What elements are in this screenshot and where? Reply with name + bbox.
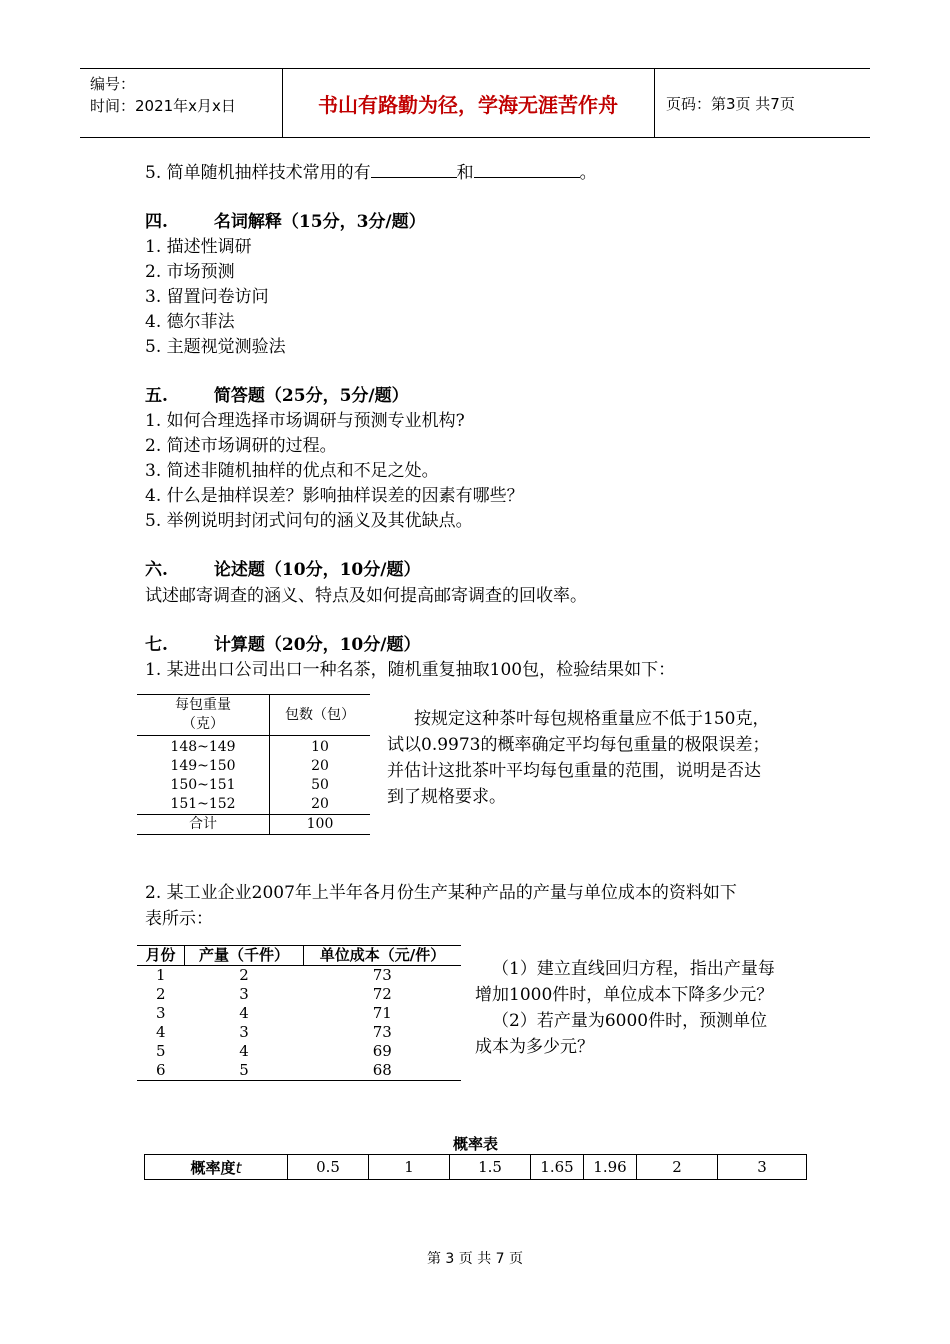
table-cell: 148~149 bbox=[137, 736, 270, 758]
table-cell: 1.5 bbox=[450, 1155, 531, 1180]
table-cell: 69 bbox=[372, 1042, 392, 1060]
calc2-paragraph bbox=[475, 956, 835, 1060]
short-answer-item: 1. 如何合理选择市场调研与预测专业机构? bbox=[145, 411, 465, 431]
table-header-cell: 包数（包） bbox=[285, 706, 355, 723]
table-header-cell bbox=[145, 1155, 288, 1180]
table-cell: 2 bbox=[239, 966, 249, 984]
header-text: 每包重量 bbox=[175, 697, 231, 713]
table-cell: 73 bbox=[372, 966, 392, 984]
paragraph-line: 表所示： bbox=[145, 909, 213, 929]
paragraph-line: 到了规格要求。 bbox=[387, 787, 506, 807]
table-row bbox=[137, 966, 461, 986]
table-cell: 5 bbox=[239, 1061, 249, 1079]
table-cell: 1 bbox=[369, 1155, 450, 1180]
table-cell: 1 bbox=[155, 966, 166, 984]
prob-table-title: 概率表 bbox=[452, 1135, 498, 1153]
table-cell: 151~152 bbox=[137, 795, 270, 815]
table-row bbox=[137, 776, 370, 795]
section-number: 四. bbox=[145, 212, 168, 232]
table-cell: 1.96 bbox=[584, 1155, 637, 1180]
table-cell: 3 bbox=[155, 1004, 166, 1022]
table-cell: 2 bbox=[637, 1155, 718, 1180]
table-cell: 2 bbox=[155, 985, 166, 1003]
calc1-paragraph bbox=[387, 706, 827, 810]
section-number: 七. bbox=[145, 635, 168, 655]
number-label: 编号： bbox=[90, 75, 136, 93]
section-7-heading bbox=[145, 633, 420, 658]
table-header-row bbox=[137, 695, 370, 736]
table-cell: 1.65 bbox=[531, 1155, 584, 1180]
answer-blank[interactable] bbox=[371, 160, 457, 178]
q5-text: 和 bbox=[456, 163, 474, 183]
table-row bbox=[137, 757, 370, 776]
section-title: 计算题（20分，10分/题） bbox=[213, 635, 421, 655]
table-header-cell: 月份 bbox=[137, 946, 185, 966]
term-item: 2. 市场预测 bbox=[145, 262, 235, 282]
time-label: 时间：2021年x月x日 bbox=[90, 97, 236, 115]
table-cell: 100 bbox=[306, 816, 334, 832]
header-text: （克） bbox=[182, 716, 224, 732]
table-cell: 10 bbox=[311, 739, 329, 755]
table-cell: 6 bbox=[155, 1061, 166, 1079]
paragraph-line: 并估计这批茶叶平均每包重量的范围，说明是否达 bbox=[387, 761, 761, 781]
table-row bbox=[137, 1061, 461, 1081]
section-4-heading bbox=[145, 210, 426, 235]
table-row bbox=[137, 985, 461, 1004]
section-title: 名词解释（15分，3分/题） bbox=[213, 212, 426, 232]
label-text: 概率度 bbox=[190, 1158, 236, 1177]
table-row bbox=[137, 736, 370, 758]
q5-text: 5. 简单随机抽样技术常用的有 bbox=[145, 163, 371, 183]
table-cell: 4 bbox=[239, 1004, 249, 1022]
table-cell: 3 bbox=[239, 985, 249, 1003]
table-cell: 20 bbox=[311, 758, 329, 774]
header-meta bbox=[90, 73, 236, 117]
probability-table bbox=[144, 1154, 807, 1180]
term-item: 1. 描述性调研 bbox=[145, 237, 252, 257]
section-title: 简答题（25分，5分/题） bbox=[213, 386, 409, 406]
table-cell: 68 bbox=[372, 1061, 392, 1079]
paragraph-line: 增加1000件时，单位成本下降多少元？ bbox=[475, 985, 774, 1005]
answer-blank[interactable] bbox=[474, 160, 580, 178]
table-cell: 150~151 bbox=[137, 776, 270, 795]
table-row bbox=[145, 1155, 807, 1180]
section-title: 论述题（10分，10分/题） bbox=[213, 560, 421, 580]
section-number: 五. bbox=[145, 386, 168, 406]
table-cell: 5 bbox=[155, 1042, 166, 1060]
paragraph-line: 2. 某工业企业2007年上半年各月份生产某种产品的产量与单位成本的资料如下 bbox=[145, 883, 737, 903]
table-total-row bbox=[137, 815, 370, 835]
table-header-row bbox=[137, 946, 461, 966]
paragraph-line: （1）建立直线回归方程，指出产量每 bbox=[492, 959, 775, 979]
table-row bbox=[137, 1042, 461, 1061]
table-header-cell: 单位成本（元/件） bbox=[319, 946, 446, 964]
term-item: 3. 留置问卷访问 bbox=[145, 287, 269, 307]
table-cell: 50 bbox=[311, 777, 329, 793]
table-cell: 72 bbox=[372, 985, 392, 1003]
table-row bbox=[137, 1004, 461, 1023]
table-cell: 4 bbox=[155, 1023, 166, 1041]
section-number: 六. bbox=[145, 560, 168, 580]
section-5-heading bbox=[145, 384, 409, 409]
header-page-code: 页码：第3页 共7页 bbox=[666, 94, 795, 113]
table-cell: 合计 bbox=[137, 815, 270, 835]
table-cell: 0.5 bbox=[288, 1155, 369, 1180]
paragraph-line: 按规定这种茶叶每包规格重量应不低于150克， bbox=[414, 709, 770, 729]
short-answer-item: 5. 举例说明封闭式问句的涵义及其优缺点。 bbox=[145, 511, 473, 531]
table-cell: 149~150 bbox=[137, 757, 270, 776]
section-6-heading bbox=[145, 558, 420, 583]
short-answer-item: 2. 简述市场调研的过程。 bbox=[145, 436, 337, 456]
calc2-intro bbox=[145, 880, 825, 932]
table-row bbox=[137, 1023, 461, 1042]
short-answer-item: 4. 什么是抽样误差？影响抽样误差的因素有哪些？ bbox=[145, 486, 524, 506]
question-5-fill bbox=[145, 160, 597, 186]
table-cell: 73 bbox=[372, 1023, 392, 1041]
table-header-cell: 产量（千件） bbox=[185, 946, 304, 966]
paragraph-line: 成本为多少元？ bbox=[475, 1037, 594, 1057]
page-header bbox=[80, 68, 870, 138]
essay-question: 试述邮寄调查的涵义、特点及如何提高邮寄调查的回收率。 bbox=[145, 586, 587, 606]
page-footer: 第 3 页 共 7 页 bbox=[426, 1251, 524, 1267]
table-cell: 20 bbox=[311, 796, 329, 812]
short-answer-item: 3. 简述非随机抽样的优点和不足之处。 bbox=[145, 461, 439, 481]
header-motto: 书山有路勤为径，学海无涯苦作舟 bbox=[318, 92, 618, 117]
term-item: 5. 主题视觉测验法 bbox=[145, 337, 286, 357]
calc1-intro: 1. 某进出口公司出口一种名茶，随机重复抽取100包，检验结果如下： bbox=[145, 660, 676, 680]
table-header-cell bbox=[137, 695, 270, 736]
label-var: t bbox=[235, 1158, 242, 1177]
paragraph-line: （2）若产量为6000件时，预测单位 bbox=[492, 1011, 768, 1031]
paragraph-line: 试以0.9973的概率确定平均每包重量的极限误差； bbox=[387, 735, 770, 755]
table-cell: 4 bbox=[239, 1042, 249, 1060]
table-cell: 3 bbox=[239, 1023, 249, 1041]
q5-text: 。 bbox=[579, 163, 597, 183]
header-divider bbox=[654, 69, 655, 137]
table-cell: 71 bbox=[372, 1004, 392, 1022]
term-item: 4. 德尔菲法 bbox=[145, 312, 235, 332]
table-cell: 3 bbox=[718, 1155, 807, 1180]
tea-weight-table bbox=[137, 694, 370, 835]
table-row bbox=[137, 795, 370, 815]
production-cost-table bbox=[137, 945, 461, 1081]
